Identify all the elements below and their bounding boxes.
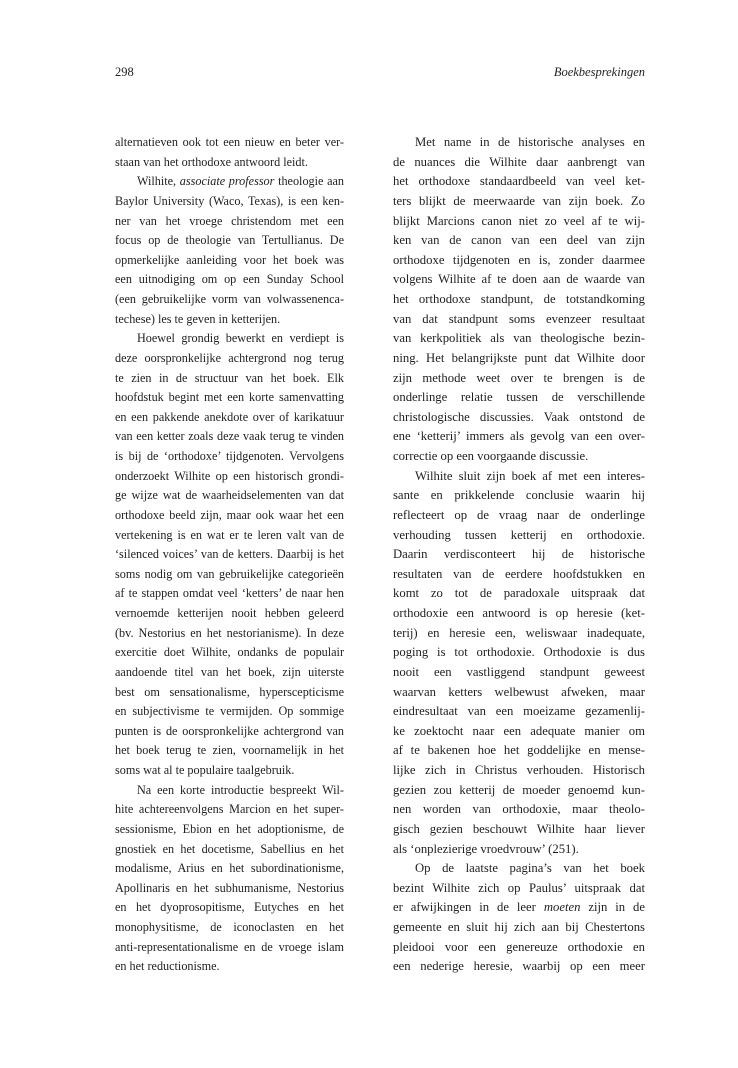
text-line: poging is tot orthodoxie. Orthodoxie is dus [393,645,645,660]
text-line: verhouding tussen ketterij en orthodoxie. [393,527,645,542]
text-line: monophysitisme, de iconoclasten en het [115,920,344,934]
text-line: (een gebruikelijke vorm van volwassenenca- [115,292,344,306]
text-line: punten is de oorspronkelijke achtergrond van [115,723,344,738]
paragraph [115,133,344,172]
text-line: Na een korte introductie bespreekt Wil- [137,782,344,797]
text-line: en het reductionisme. [115,959,220,974]
text-line: ters blijkt de meerwaarde van zijn boek. Zo [393,193,645,208]
italic-text: associate professor [179,174,275,189]
text-line: ge wijze wat de waarheidselementen van dat [115,488,344,503]
text-line: ke zoektocht naar een adequate manier om [393,723,645,738]
text-line [115,172,344,192]
text-line: anti-representationalisme en de vroege islam [115,939,344,954]
text-line: pleidooi voor een genereuze orthodoxie en [393,939,645,954]
text-line: Hoewel grondig bewerkt en verdiept is [137,331,344,346]
text-line: techese) les te geven in ketterijen. [115,311,281,326]
text-line: onderzoekt Wilhite op een historisch grondi- [115,468,344,483]
text-line: te zien in de structuur van het boek. Elk [115,370,344,385]
text-line: orthodoxe beeld zijn, maar ook waar het een [115,507,344,522]
text-line: is bij de ‘orthodoxe’ tijdgenoten. Vervolgens [115,449,344,463]
italic-text: moeten [543,900,581,915]
text-line: ken van de canon van een deel van zijn [393,233,645,248]
text-line: het boek terug te zien, voornamelijk in het [115,743,344,758]
text-line: christologische discussies. Vaak ontstond de [393,409,645,424]
text-line: exercitie doet Wilhite, ondanks de populair [115,645,344,660]
text-line: af te stappen omdat veel ‘ketters’ de naar hen [115,586,344,601]
text-line: hoofdstuk begint met een korte samenvatting [115,390,344,405]
text-line: nen worden van orthodoxie, maar theolo- [393,802,645,817]
paragraph [115,781,344,977]
paragraph [115,329,344,780]
text-line: een nederige heresie, waarbij op een meer [393,959,645,974]
text-line: van dat standpunt soms evenzeer resultaat [393,311,645,326]
text-line: waarvan ketters welbewust afweken, maar [393,684,645,699]
text-line: lijke zich in Christus verhouden. Historisch [393,763,645,777]
text-line: resultaten van de eerdere hoofdstukken en [393,566,645,581]
text-line: af te bakenen hoe het goddelijke en mense- [393,743,645,758]
text-line: volgens Wilhite af te doen aan de waarde van [393,272,645,287]
text-line: onderlinge relatie tussen de verschillende [393,390,645,405]
text-line: ning. Het belangrijkste punt dat Wilhite door [393,350,645,365]
paragraph [393,133,645,467]
text-line: blijkt Marcions canon niet zo veel af te wij- [393,213,645,228]
text-line: ene ‘ketterij’ immers als gevolg van een over- [393,429,645,444]
paragraph [393,859,645,977]
text-line: bezint Wilhite zich op Paulus’ uitspraak dat [393,880,645,895]
text-line: vernoemde ketterijen nooit hebben geleerd [115,606,344,620]
text-line: hite achtereenvolgens Marcion en het super- [115,802,344,817]
text-line: komt zo tot de paradoxale uitspraak dat [393,586,645,601]
text-line: staan van het orthodoxe antwoord leidt. [115,154,308,169]
paragraph [393,467,645,860]
text-line: van kerkpolitiek als van theologische bezin- [393,331,645,346]
text-line: gemeente en sluit hij zich aan bij Chestertons [393,920,645,934]
text-line: best om sensationalisme, hyperscepticisme [115,684,344,699]
text-line: terij) en heresie een, weliswaar inadequate, [393,625,645,640]
text-line: Baylor University (Waco, Texas), is een ken- [115,193,344,208]
text-line: gezien zou ketterij de moeder genoemd kun- [393,782,645,797]
page-number: 298 [115,65,134,79]
text-line: alternatieven ook tot een nieuw en beter ver- [115,135,344,149]
text-line: de nuances die Wilhite daar aanbrengt van [393,154,645,169]
text-line: sessionisme, Ebion en het adoptionisme, de [115,821,344,836]
text-line: sante en prikkelende conclusie waarin hij [393,488,645,503]
text-run: zijn in de [588,900,645,915]
text-line: (bv. Nestorius en het nestorianisme). In deze [115,625,344,640]
text-line: soms wat al te populaire taalgebruik. [115,763,295,777]
text-line: nooit een vastliggend standpunt geweest [393,664,645,679]
text-line: gisch gezien beschouwt Wilhite haar liever [393,821,645,836]
text-line: en een pakkende anekdote over of karikatuur [115,409,344,424]
text-line: soms nodig om van gebruikelijke categorieën [115,566,344,581]
text-line: het orthodoxe standaardbeeld van veel ket- [393,174,645,189]
text-run: er afwijkingen in de leer [393,900,536,915]
text-line: focus op de theologie van Tertullianus. De [115,233,344,248]
text-line: deze oorspronkelijke achtergrond nog terug [115,350,344,365]
text-run: theologie aan [278,174,344,189]
text-line: ner van het vroege christendom met een [115,213,344,228]
text-line: eindresultaat van een moeizame gezamenlij- [393,704,645,719]
text-line: Apollinaris en het subhumanisme, Nestorius [115,880,344,895]
text-line: orthodoxie een antwoord is op heresie (ket- [393,606,645,620]
text-line: Daarin verdisconteert hij de historische [393,547,645,562]
right-column [393,133,645,977]
text-line: ‘silenced voices’ van de ketters. Daarbij is het [115,547,344,562]
text-line: en subjectivisme te vermijden. Op sommige [115,704,344,719]
text-line: reflecteert op de vraag naar de onderlinge [393,507,645,522]
text-line: het orthodoxe standpunt, de totstandkoming [393,292,645,306]
text-line: en het dyoprosopitisme, Eutyches en het [115,900,344,915]
text-line [393,898,645,918]
text-line: een uitnodiging om op een Sunday School [115,272,344,287]
text-line: gnostiek en het docetisme, Sabellius en het [115,841,344,856]
text-run: Wilhite, [137,174,177,189]
paragraph [115,172,344,329]
text-line: Op de laatste pagina’s van het boek [415,861,645,876]
text-line: Wilhite sluit zijn boek af met een interes- [415,468,645,483]
text-line: orthodoxe tijdgenoten en is, zonder daarmee [393,252,645,267]
running-section-title: Boekbesprekingen [553,65,645,79]
text-line: van een ketter zoals deze vaak terug te vinden [115,429,344,444]
text-line: correctie op een voorgaande discussie. [393,449,589,463]
text-line: Met name in de historische analyses en [415,135,645,149]
text-line: modalisme, Arius en het subordinationisme, [115,861,344,876]
text-line: zijn methode weet over te brengen is de [393,370,645,385]
text-line: als ‘onplezierige vroedvrouw’ (251). [393,841,579,856]
text-line: opmerkelijke aanleiding voor het boek was [115,252,344,267]
text-line: aandoende titel van het boek, zijn uiterste [115,664,344,679]
left-column [115,133,344,977]
text-line: vertekening is en wat er te leren valt van de [115,527,344,542]
